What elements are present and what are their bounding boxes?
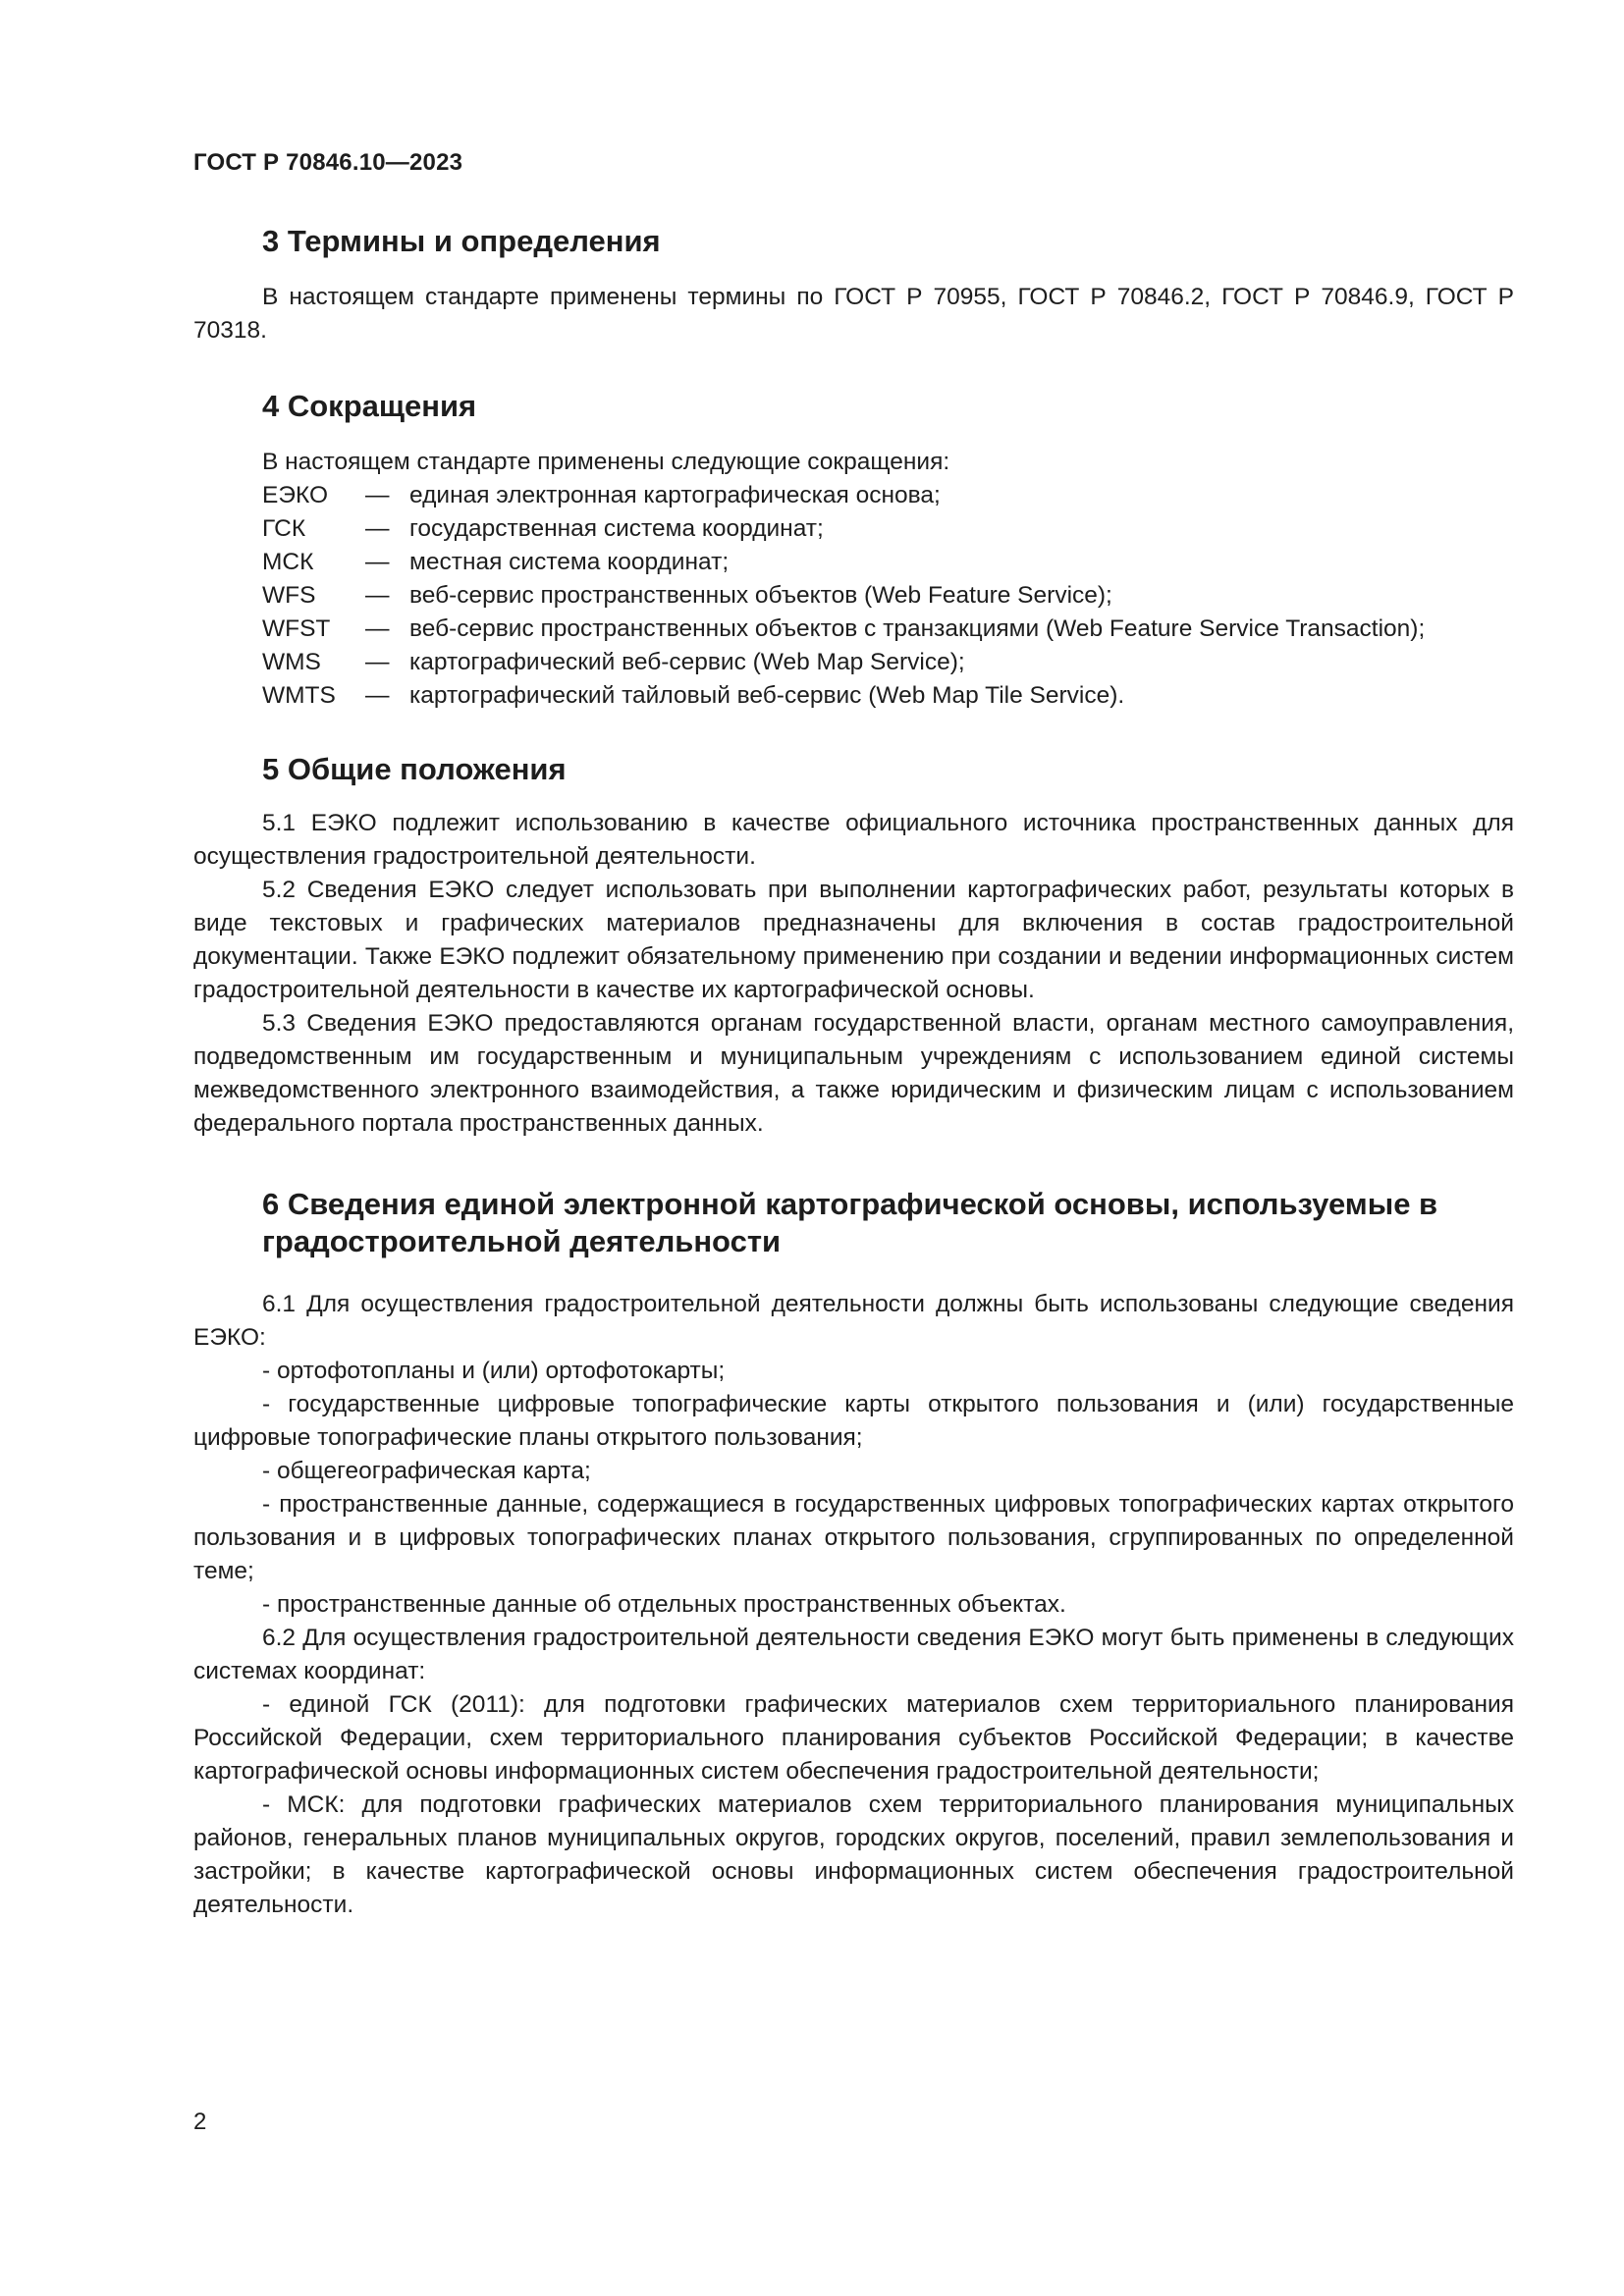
list-item: - пространственные данные об отдельных пространственных объектах.	[262, 1591, 1066, 1618]
section-heading: 6 Сведения единой электронной картографической основы, используемые в градостроительной деятельности	[262, 1187, 1438, 1258]
section-body	[193, 1288, 1514, 1922]
abbreviation-term: WFST	[262, 615, 331, 642]
document-body	[193, 224, 1514, 1922]
abbreviation-definition: картографический тайловый веб-сервис (Web Map Tile Service).	[409, 682, 1125, 709]
section-body	[193, 807, 1514, 1141]
page-number: 2	[193, 2109, 207, 2135]
abbreviation-dash: —	[365, 682, 390, 709]
abbreviation-dash: —	[365, 515, 390, 542]
paragraph: В настоящем стандарте применены термины по ГОСТ Р 70955, ГОСТ Р 70846.2, ГОСТ Р 70846.9, ГОСТ Р 70318.	[193, 284, 1514, 344]
abbreviation-dash: —	[365, 649, 390, 675]
abbreviation-definition: веб-сервис пространственных объектов с транзакциями (Web Feature Service Transaction);	[409, 615, 1426, 642]
section-terms	[193, 224, 1514, 347]
abbreviation-definition: единая электронная картографическая основа;	[409, 482, 941, 508]
abbreviation-term: WMS	[262, 649, 321, 675]
list-item: - государственные цифровые топографические карты открытого пользования и (или) государственные цифровые топографические планы открытого пользования;	[193, 1391, 1514, 1451]
abbreviation-dash: —	[365, 582, 390, 609]
section-abbreviations	[193, 389, 1514, 713]
document-header: ГОСТ Р 70846.10—2023	[193, 149, 463, 176]
section-general-provisions	[193, 752, 1514, 1141]
abbreviation-row	[262, 512, 1509, 546]
abbreviation-dash: —	[365, 549, 390, 575]
paragraph: В настоящем стандарте применены следующие сокращения:	[262, 449, 950, 475]
paragraph: 6.1 Для осуществления градостроительной деятельности должны быть использованы следующие сведения ЕЭКО:	[193, 1291, 1514, 1351]
abbreviation-row	[262, 613, 1509, 646]
abbreviation-dash: —	[365, 615, 390, 642]
paragraph: 5.1 ЕЭКО подлежит использованию в качестве официального источника пространственных данных для осуществления градостроительной деятельности.	[193, 810, 1514, 870]
paragraph: 6.2 Для осуществления градостроительной деятельности сведения ЕЭКО могут быть применены в следующих системах координат:	[193, 1625, 1514, 1684]
list-item: - единой ГСК (2011): для подготовки графических материалов схем территориального планирования Российской Федерации, схем территориального планирования субъектов Российской Федерации; в качестве картографической основы информационных систем обеспечения градостроительной деятельности;	[193, 1691, 1514, 1785]
list-item: - пространственные данные, содержащиеся в государственных цифровых топографических картах открытого пользования и в цифровых топографических планах открытого пользования, сгруппированных по определенной теме;	[193, 1491, 1514, 1584]
paragraph: 5.3 Сведения ЕЭКО предоставляются органам государственной власти, органам местного самоуправления, подведомственным им государственным и муниципальным учреждениям с использованием единой системы межведомственного электронного взаимодействия, а также юридическим и физическим лицам с использованием федерального портала пространственных данных.	[193, 1010, 1514, 1137]
abbreviation-dash: —	[365, 482, 390, 508]
abbreviation-term: ГСК	[262, 515, 306, 542]
abbreviations-list	[262, 479, 1509, 713]
abbreviation-row	[262, 646, 1509, 679]
abbreviation-row	[262, 546, 1509, 579]
section-eeko-data	[193, 1186, 1514, 1922]
abbreviation-definition: государственная система координат;	[409, 515, 824, 542]
abbreviation-row	[262, 679, 1509, 713]
abbreviation-term: WMTS	[262, 682, 336, 709]
list-item: - ортофотопланы и (или) ортофотокарты;	[262, 1358, 726, 1384]
abbreviation-row	[262, 579, 1509, 613]
abbreviation-term: МСК	[262, 549, 314, 575]
abbreviation-term: ЕЭКО	[262, 482, 329, 508]
paragraph: 5.2 Сведения ЕЭКО следует использовать при выполнении картографических работ, результаты которых в виде текстовых и графических материалов предназначены для включения в состав градостроительной документации. Также ЕЭКО подлежит обязательному применению при создании и ведении информационных систем градостроительной деятельности в качестве их картографической основы.	[193, 877, 1514, 1003]
abbreviation-row	[262, 479, 1509, 512]
abbreviation-definition: картографический веб-сервис (Web Map Service);	[409, 649, 965, 675]
list-item: - МСК: для подготовки графических материалов схем территориального планирования муниципальных районов, генеральных планов муниципальных округов, городских округов, поселений, правил землепользования и застройки; в качестве картографической основы информационных систем обеспечения градостроительной деятельности.	[193, 1791, 1514, 1918]
abbreviation-definition: местная система координат;	[409, 549, 730, 575]
section-heading: 5 Общие положения	[262, 752, 567, 786]
section-heading: 4 Сокращения	[262, 389, 477, 423]
section-heading: 3 Термины и определения	[262, 224, 661, 258]
list-item: - общегеографическая карта;	[262, 1458, 591, 1484]
abbreviation-definition: веб-сервис пространственных объектов (Web Feature Service);	[409, 582, 1112, 609]
abbreviation-term: WFS	[262, 582, 316, 609]
